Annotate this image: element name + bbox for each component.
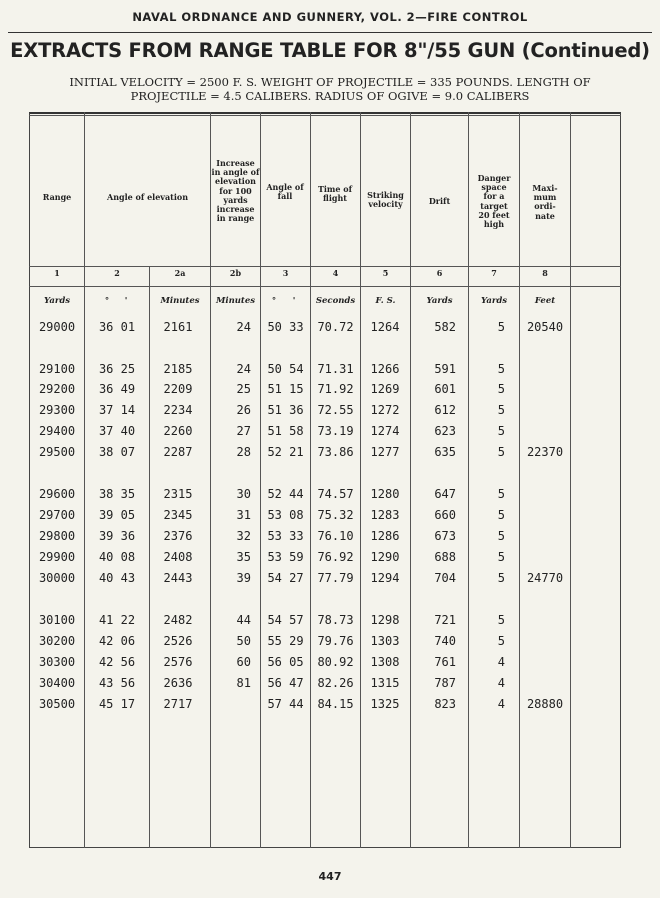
cell-time-flight: 73.19 [317,424,354,438]
col-divider [360,112,361,848]
cell-elevation: 39 36 [98,529,136,543]
cell-time-flight: 80.92 [317,655,354,669]
cell-increase: 32 [236,529,251,543]
cell-danger-space: 5 [497,571,505,585]
cell-angle-fall: 50 33 [267,320,304,334]
cell-drift: 660 [434,508,456,522]
cell-increase: 30 [236,487,251,501]
cell-angle-fall: 53 33 [267,529,304,543]
cell-range: 30400 [38,676,76,690]
table-top-rule [29,115,621,116]
colnum-2: 2 [114,268,120,278]
cell-striking-velocity: 1298 [370,613,400,627]
cell-increase: 81 [236,676,251,690]
cell-elevation: 42 06 [98,634,136,648]
cell-elevation: 37 40 [98,424,136,438]
cell-elevation-minutes: 2376 [163,529,193,543]
cell-elevation-minutes: 2443 [163,571,193,585]
unit-minutes-b: Minutes [215,296,256,306]
cell-time-flight: 72.55 [317,403,354,417]
cell-max-ordinate: 24770 [526,571,564,585]
cell-range: 29600 [38,487,76,501]
cell-elevation-minutes: 2717 [163,697,193,711]
cell-striking-velocity: 1315 [370,676,400,690]
cell-elevation: 39 05 [98,508,136,522]
cell-increase: 25 [236,382,251,396]
cell-angle-fall: 55 29 [267,634,304,648]
cell-elevation-minutes: 2185 [163,362,193,376]
cell-drift: 704 [434,571,456,585]
cell-drift: 591 [434,362,456,376]
header-rule [8,32,652,33]
cell-drift: 721 [434,613,456,627]
cell-increase: 28 [236,445,251,459]
cell-angle-fall: 57 44 [267,697,304,711]
unit-elev-min: ' [124,296,128,306]
colnum-1: 1 [54,268,60,278]
cell-range: 30500 [38,697,76,711]
cell-striking-velocity: 1294 [370,571,400,585]
cell-increase: 24 [236,362,251,376]
cell-range: 29700 [38,508,76,522]
colnum-6: 6 [436,268,443,278]
col-divider [84,112,85,848]
cell-increase: 60 [236,655,251,669]
cell-striking-velocity: 1325 [370,697,400,711]
colnum-divider [29,286,621,287]
colnum-4: 4 [332,268,339,278]
cell-increase: 31 [236,508,251,522]
cell-striking-velocity: 1266 [370,362,400,376]
header-angle-fall: Angle of fall [266,182,304,202]
header-danger-space: Danger space for a target 20 feet high [477,173,511,230]
cell-elevation-minutes: 2234 [163,403,193,417]
cell-angle-fall: 52 21 [267,445,304,459]
cell-danger-space: 5 [497,529,505,543]
cell-max-ordinate: 20540 [526,320,564,334]
cell-drift: 823 [434,697,456,711]
unit-feet: Feet [534,296,556,306]
cell-increase: 24 [236,320,251,334]
cell-range: 29400 [38,424,76,438]
cell-drift: 673 [434,529,456,543]
unit-fall-min: ' [292,296,296,306]
cell-danger-space: 5 [497,320,505,334]
cell-danger-space: 5 [497,445,505,459]
colnum-2b: 2b [229,268,242,278]
cell-elevation: 38 07 [98,445,136,459]
cell-angle-fall: 51 58 [267,424,304,438]
col-divider [310,112,311,848]
cell-angle-fall: 51 15 [267,382,304,396]
cell-increase: 44 [236,613,251,627]
header-range: Range [42,192,72,202]
cell-range: 29900 [38,550,76,564]
cell-elevation-minutes: 2315 [163,487,193,501]
cell-elevation: 37 14 [98,403,136,417]
cell-elevation: 40 08 [98,550,136,564]
cell-time-flight: 71.92 [317,382,354,396]
colnum-8: 8 [542,268,548,278]
page-title: EXTRACTS FROM RANGE TABLE FOR 8"/55 GUN (Continued) [10,39,650,62]
cell-elevation: 41 22 [98,613,136,627]
cell-range: 29800 [38,529,76,543]
cell-danger-space: 5 [497,550,505,564]
cell-elevation-minutes: 2408 [163,550,193,564]
cell-angle-fall: 56 47 [267,676,304,690]
header-drift: Drift [428,196,451,206]
cell-striking-velocity: 1272 [370,403,400,417]
cell-increase: 50 [236,634,251,648]
cell-drift: 582 [434,320,456,334]
unit-minutes-a: Minutes [160,296,200,306]
cell-angle-fall: 53 59 [267,550,304,564]
cell-angle-fall: 53 08 [267,508,304,522]
cell-angle-fall: 52 44 [267,487,304,501]
cell-danger-space: 5 [497,382,505,396]
cell-range: 29200 [38,382,76,396]
cell-danger-space: 5 [497,362,505,376]
cell-drift: 647 [434,487,456,501]
cell-range: 29500 [38,445,76,459]
cell-striking-velocity: 1303 [370,634,400,648]
running-head: NAVAL ORDNANCE AND GUNNERY, VOL. 2—FIRE CONTROL [132,10,528,24]
header-angle-elevation: Angle of elevation [106,192,189,202]
cell-danger-space: 5 [497,424,505,438]
cell-drift: 787 [434,676,456,690]
col-divider [468,112,469,848]
cell-drift: 601 [434,382,456,396]
cell-elevation: 36 01 [98,320,136,334]
cell-angle-fall: 50 54 [267,362,304,376]
cell-elevation-minutes: 2526 [163,634,193,648]
cell-striking-velocity: 1286 [370,529,400,543]
colnum-2a: 2a [174,268,186,278]
cell-danger-space: 4 [497,655,505,669]
unit-fs: F. S. [375,296,396,306]
cell-danger-space: 5 [497,508,505,522]
cell-range: 30300 [38,655,76,669]
cell-elevation-minutes: 2260 [163,424,193,438]
cell-time-flight: 77.79 [317,571,354,585]
cell-range: 30200 [38,634,76,648]
cell-increase: 26 [236,403,251,417]
cell-increase: 27 [236,424,251,438]
cell-range: 29000 [38,320,76,334]
col-divider [570,112,571,848]
cell-elevation-minutes: 2636 [163,676,193,690]
cell-elevation-minutes: 2576 [163,655,193,669]
cell-time-flight: 73.86 [317,445,354,459]
table-subtitle: INITIAL VELOCITY = 2500 F. S. WEIGHT OF PROJECTILE = 335 POUNDS. LENGTH OF PROJECTILE = 4.5 CALIBERS. RADIUS OF OGIVE = 9.0 CALIBERS [69,75,591,103]
cell-danger-space: 5 [497,487,505,501]
cell-range: 29300 [38,403,76,417]
header-divider [29,266,621,267]
cell-max-ordinate: 22370 [526,445,564,459]
cell-striking-velocity: 1290 [370,550,400,564]
cell-striking-velocity: 1280 [370,487,400,501]
col-divider [260,112,261,848]
cell-striking-velocity: 1269 [370,382,400,396]
cell-range: 29100 [38,362,76,376]
unit-drift-yards: Yards [426,296,453,306]
cell-danger-space: 4 [497,676,505,690]
cell-elevation-minutes: 2209 [163,382,193,396]
header-striking-velocity: Striking velocity [367,190,404,210]
cell-time-flight: 74.57 [317,487,354,501]
header-increase: Increase in angle of elevation for 100 yards increase in range [211,158,260,224]
header-time-flight: Time of flight [317,184,353,204]
cell-danger-space: 5 [497,613,505,627]
cell-angle-fall: 51 36 [267,403,304,417]
cell-striking-velocity: 1277 [370,445,400,459]
cell-elevation: 36 25 [98,362,136,376]
unit-danger-yards: Yards [480,296,508,306]
cell-angle-fall: 56 05 [267,655,304,669]
cell-drift: 761 [434,655,456,669]
cell-max-ordinate: 28880 [526,697,564,711]
cell-time-flight: 75.32 [317,508,354,522]
cell-drift: 688 [434,550,456,564]
cell-time-flight: 76.10 [317,529,354,543]
cell-striking-velocity: 1264 [370,320,400,334]
cell-elevation-minutes: 2345 [163,508,193,522]
header-max-ordinate: Maxi-mum ordi-nate [532,183,558,221]
cell-angle-fall: 54 27 [267,571,304,585]
cell-increase: 35 [236,550,251,564]
colnum-5: 5 [382,268,389,278]
colnum-7: 7 [491,268,497,278]
cell-time-flight: 78.73 [317,613,354,627]
cell-drift: 635 [434,445,456,459]
cell-elevation-minutes: 2482 [163,613,193,627]
cell-time-flight: 82.26 [317,676,354,690]
cell-danger-space: 5 [497,634,505,648]
cell-time-flight: 84.15 [317,697,354,711]
page-number: 447 [318,870,342,883]
cell-time-flight: 79.76 [317,634,354,648]
cell-time-flight: 76.92 [317,550,354,564]
cell-increase: 39 [236,571,251,585]
cell-drift: 740 [434,634,456,648]
cell-striking-velocity: 1274 [370,424,400,438]
cell-range: 30000 [38,571,76,585]
unit-fall-deg: ° [271,296,277,306]
cell-elevation-minutes: 2161 [163,320,193,334]
cell-striking-velocity: 1308 [370,655,400,669]
range-table [29,112,621,848]
colnum-3: 3 [282,268,289,278]
cell-time-flight: 70.72 [317,320,354,334]
cell-danger-space: 4 [497,697,505,711]
cell-elevation: 38 35 [98,487,136,501]
cell-elevation: 45 17 [98,697,136,711]
cell-striking-velocity: 1283 [370,508,400,522]
cell-elevation: 42 56 [98,655,136,669]
cell-drift: 623 [434,424,456,438]
cell-elevation: 36 49 [98,382,136,396]
cell-time-flight: 71.31 [317,362,354,376]
cell-angle-fall: 54 57 [267,613,304,627]
col-divider [519,112,520,848]
unit-elev-deg: ° [104,296,110,306]
cell-drift: 612 [434,403,456,417]
cell-elevation: 43 56 [98,676,136,690]
cell-range: 30100 [38,613,76,627]
unit-range: Yards [43,296,71,306]
col-divider [410,112,411,848]
cell-elevation: 40 43 [98,571,136,585]
cell-elevation-minutes: 2287 [163,445,193,459]
unit-seconds: Seconds [315,296,356,306]
cell-danger-space: 5 [497,403,505,417]
